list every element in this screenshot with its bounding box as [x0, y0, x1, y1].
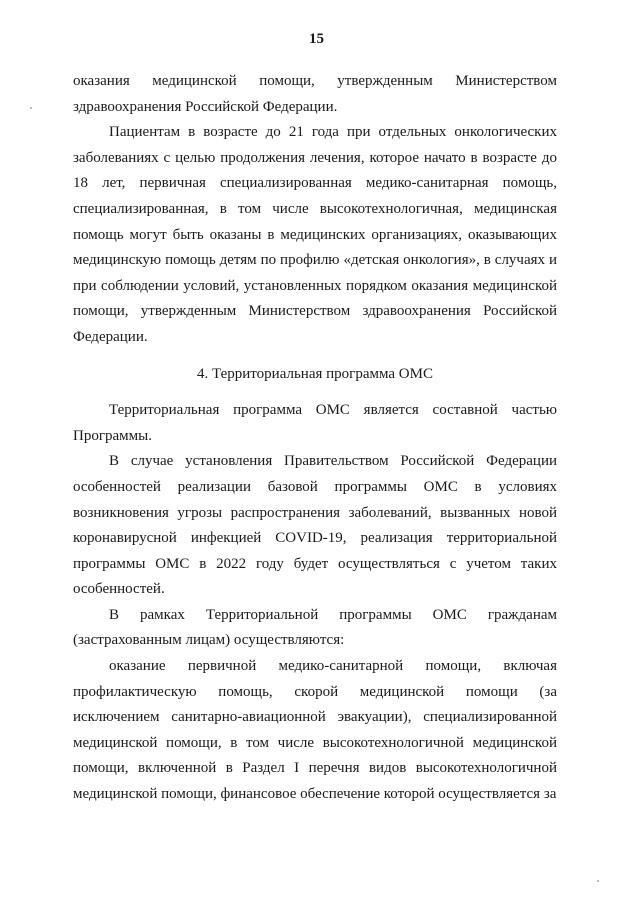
paragraph-covid: В случае установления Правительством Российской Федерации особенностей реализации базовой программы ОМС в условиях возникновения угрозы распространения заболеваний, вызванных новой коронавирусной инфекцией COVID-19, реализация территориальной программы ОМС в 2022 году будет осуществляться с учетом таких особенностей. — [73, 453, 557, 598]
section-heading: 4. Территориальная программа ОМС — [197, 365, 433, 382]
paragraph-territorial-program: Территориальная программа ОМС является составной частью Программы. — [73, 402, 557, 444]
paragraph-services: оказание первичной медико-санитарной помощи, включая профилактическую помощь, скорой медицинской помощи (за исключением санитарно-авиационной эвакуации), специализированной медицинской помощи, в том числе высокотехнологичной медицинской помощи, включенной в Раздел I перечня видов высокотехнологичной медицинской помощи, финансовое обеспечение которой осуществляется за — [73, 658, 557, 803]
paragraph-oncology-patients: Пациентам в возрасте до 21 года при отдельных онкологических заболеваниях с целью продолжения лечения, которое начато в возрасте до 18 лет, первичная специализированная медико-санитарная помощь, специализированная, в том числе высокотехнологичная, медицинская помощь могут быть оказаны в медицинских организациях, оказывающих медицинскую помощь детям по профилю «детская онкология», в случаях и при соблюдении условий, установленных порядком оказания медицинской помощи, утвержденным Министерством здравоохранения Российской Федерации. — [73, 124, 557, 345]
document-body — [73, 69, 557, 808]
paragraph-continuation: оказания медицинской помощи, утвержденным Министерством здравоохранения Российской Федерации. — [73, 73, 557, 115]
page-number: 15 — [309, 31, 324, 47]
scan-speck — [597, 880, 599, 882]
paragraph-citizens: В рамках Территориальной программы ОМС гражданам (застрахованным лицам) осуществляются: — [73, 606, 557, 649]
scan-speck — [30, 107, 32, 109]
